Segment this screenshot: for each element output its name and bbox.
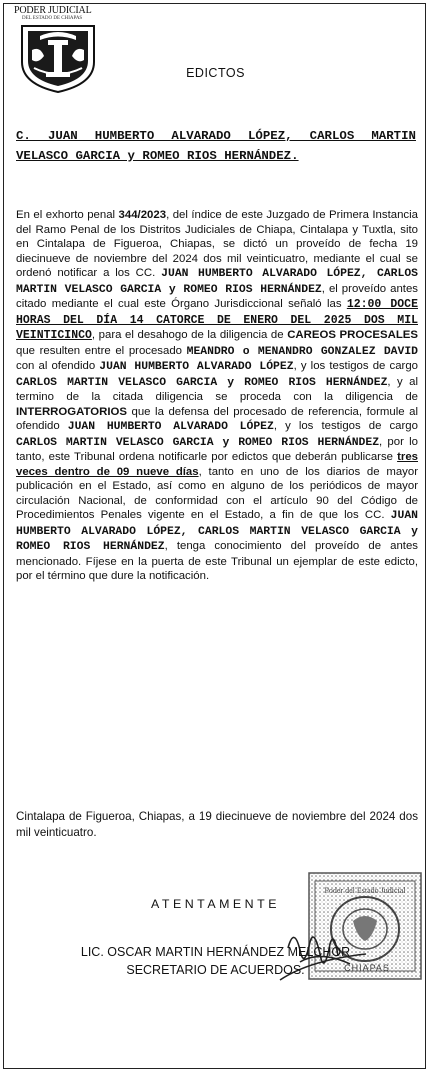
diligence-careos: CAREOS PROCESALES: [287, 329, 418, 341]
salutation: ATENTAMENTE: [151, 897, 280, 911]
chiapas-judicial-emblem-icon: [18, 22, 98, 94]
notified-names-2: JUAN HUMBERTO ALVARADO LÓPEZ, CARLOS MARTIN VELASCO GARCIA y ROMEO RIOS HERNÁNDEZ: [16, 510, 418, 553]
edict-body: En el exhorto penal 344/2023, del índice de este Juzgado de Primera Instancia del Ramo Penal de los Distritos Judiciales de Chiapa, Cintalapa y Tuxtla, sito en Cintalapa de Figueroa, Chiapas, se dictó un proveído de fecha 19 diecinueve de noviembre del 2024 dos mil veinticuatro, mediante el cual se ordenó notificar a los CC. JUAN HUMBERTO ALVARADO LÓPEZ, CARLOS MARTIN VELASCO GARCIA y ROMEO RIOS HERNÁNDEZ, el proveído antes citado mediante el cual este Órgano Jurisdiccional señaló las 12:00 DOCE HORAS DEL DÍA 14 CATORCE DE ENERO DEL 2025 DOS MIL VEINTICINCO, para el desahogo de la diligencia de CAREOS PROCESALES que resulten entre el procesado MEANDRO o MENANDRO GONZALEZ DAVID con al ofendido JUAN HUMBERTO ALVARADO LÓPEZ, y los testigos de cargo CARLOS MARTIN VELASCO GARCIA y ROMEO RIOS HERNÁNDEZ, y al termino de la citada diligencia se proceda con la diligencia de INTERROGATORIOS que la defensa del procesado de referencia, formule al ofendido JUAN HUMBERTO ALVARADO LÓPEZ, y los testigos de cargo CARLOS MARTIN VELASCO GARCIA y ROMEO RIOS HERNÁNDEZ, por lo tanto, este Tribunal ordena notificarle por edictos que deberán publicarse tres veces dentro de 09 nueve días, tanto en uno de los diarios de mayor publicación en el Estado, así como en alguno de los periódicos de mayor circulación Nacional, de conformidad con el artículo 90 del Código de Procedimientos Penales vigente en el Estado, a fin de que los CC. JUAN HUMBERTO ALVARADO LÓPEZ, CARLOS MARTIN VELASCO GARCIA y ROMEO RIOS HERNÁNDEZ, tenga conocimiento del proveído de antes mencionado. Fíjese en la puerta de este Tribunal un ejemplar de este edicto, por el término que dure la notificación.: [16, 209, 419, 582]
place-and-date: Cintalapa de Figueroa, Chiapas, a 19 diecinueve de noviembre del 2024 dos mil veinticuatro.: [16, 810, 418, 839]
notified-names: JUAN HUMBERTO ALVARADO LÓPEZ, CARLOS MARTIN VELASCO GARCIA y ROMEO RIOS HERNÁNDEZ: [16, 268, 418, 296]
witness-names: CARLOS MARTIN VELASCO GARCIA y ROMEO RIOS HERNÁNDEZ: [16, 376, 388, 389]
signer-title: SECRETARIO DE ACUERDOS.: [126, 963, 305, 977]
institution-logo: [14, 6, 104, 96]
diligence-interrogatorios: INTERROGATORIOS: [16, 405, 127, 418]
victim-name: JUAN HUMBERTO ALVARADO LÓPEZ: [99, 361, 294, 373]
defendant-name: MEANDRO o MENANDRO GONZALEZ DAVID: [186, 345, 418, 358]
org-name: PODER JUDICIAL: [14, 5, 92, 16]
document-title: EDICTOS: [186, 66, 245, 80]
witness-names-2: CARLOS MARTIN VELASCO GARCIA y ROMEO RIOS HERNÁNDEZ: [16, 436, 380, 449]
seal-top-text: Poder del Estado Judicial: [324, 886, 406, 895]
signer-name: LIC. OSCAR MARTIN HERNÁNDEZ MELCHOR: [80, 945, 351, 959]
victim-name-2: JUAN HUMBERTO ALVARADO LÓPEZ: [67, 421, 274, 433]
seal-bottom-text: CHIAPAS: [344, 963, 390, 973]
org-subtitle: DEL ESTADO DE CHIAPAS: [22, 16, 83, 21]
case-number: 344/2023: [118, 209, 167, 221]
hearing-date: 12:00 DOCE HORAS DEL DÍA 14 CATORCE DE ENERO DEL 2025 DOS MIL VEINTICINCO: [16, 298, 418, 342]
publication-term: tres veces dentro de 09 nueve días: [16, 451, 418, 478]
addressee: C. JUAN HUMBERTO ALVARADO LÓPEZ, CARLOS MARTIN VELASCO GARCIA y ROMEO RIOS HERNÁNDEZ.: [16, 129, 416, 163]
